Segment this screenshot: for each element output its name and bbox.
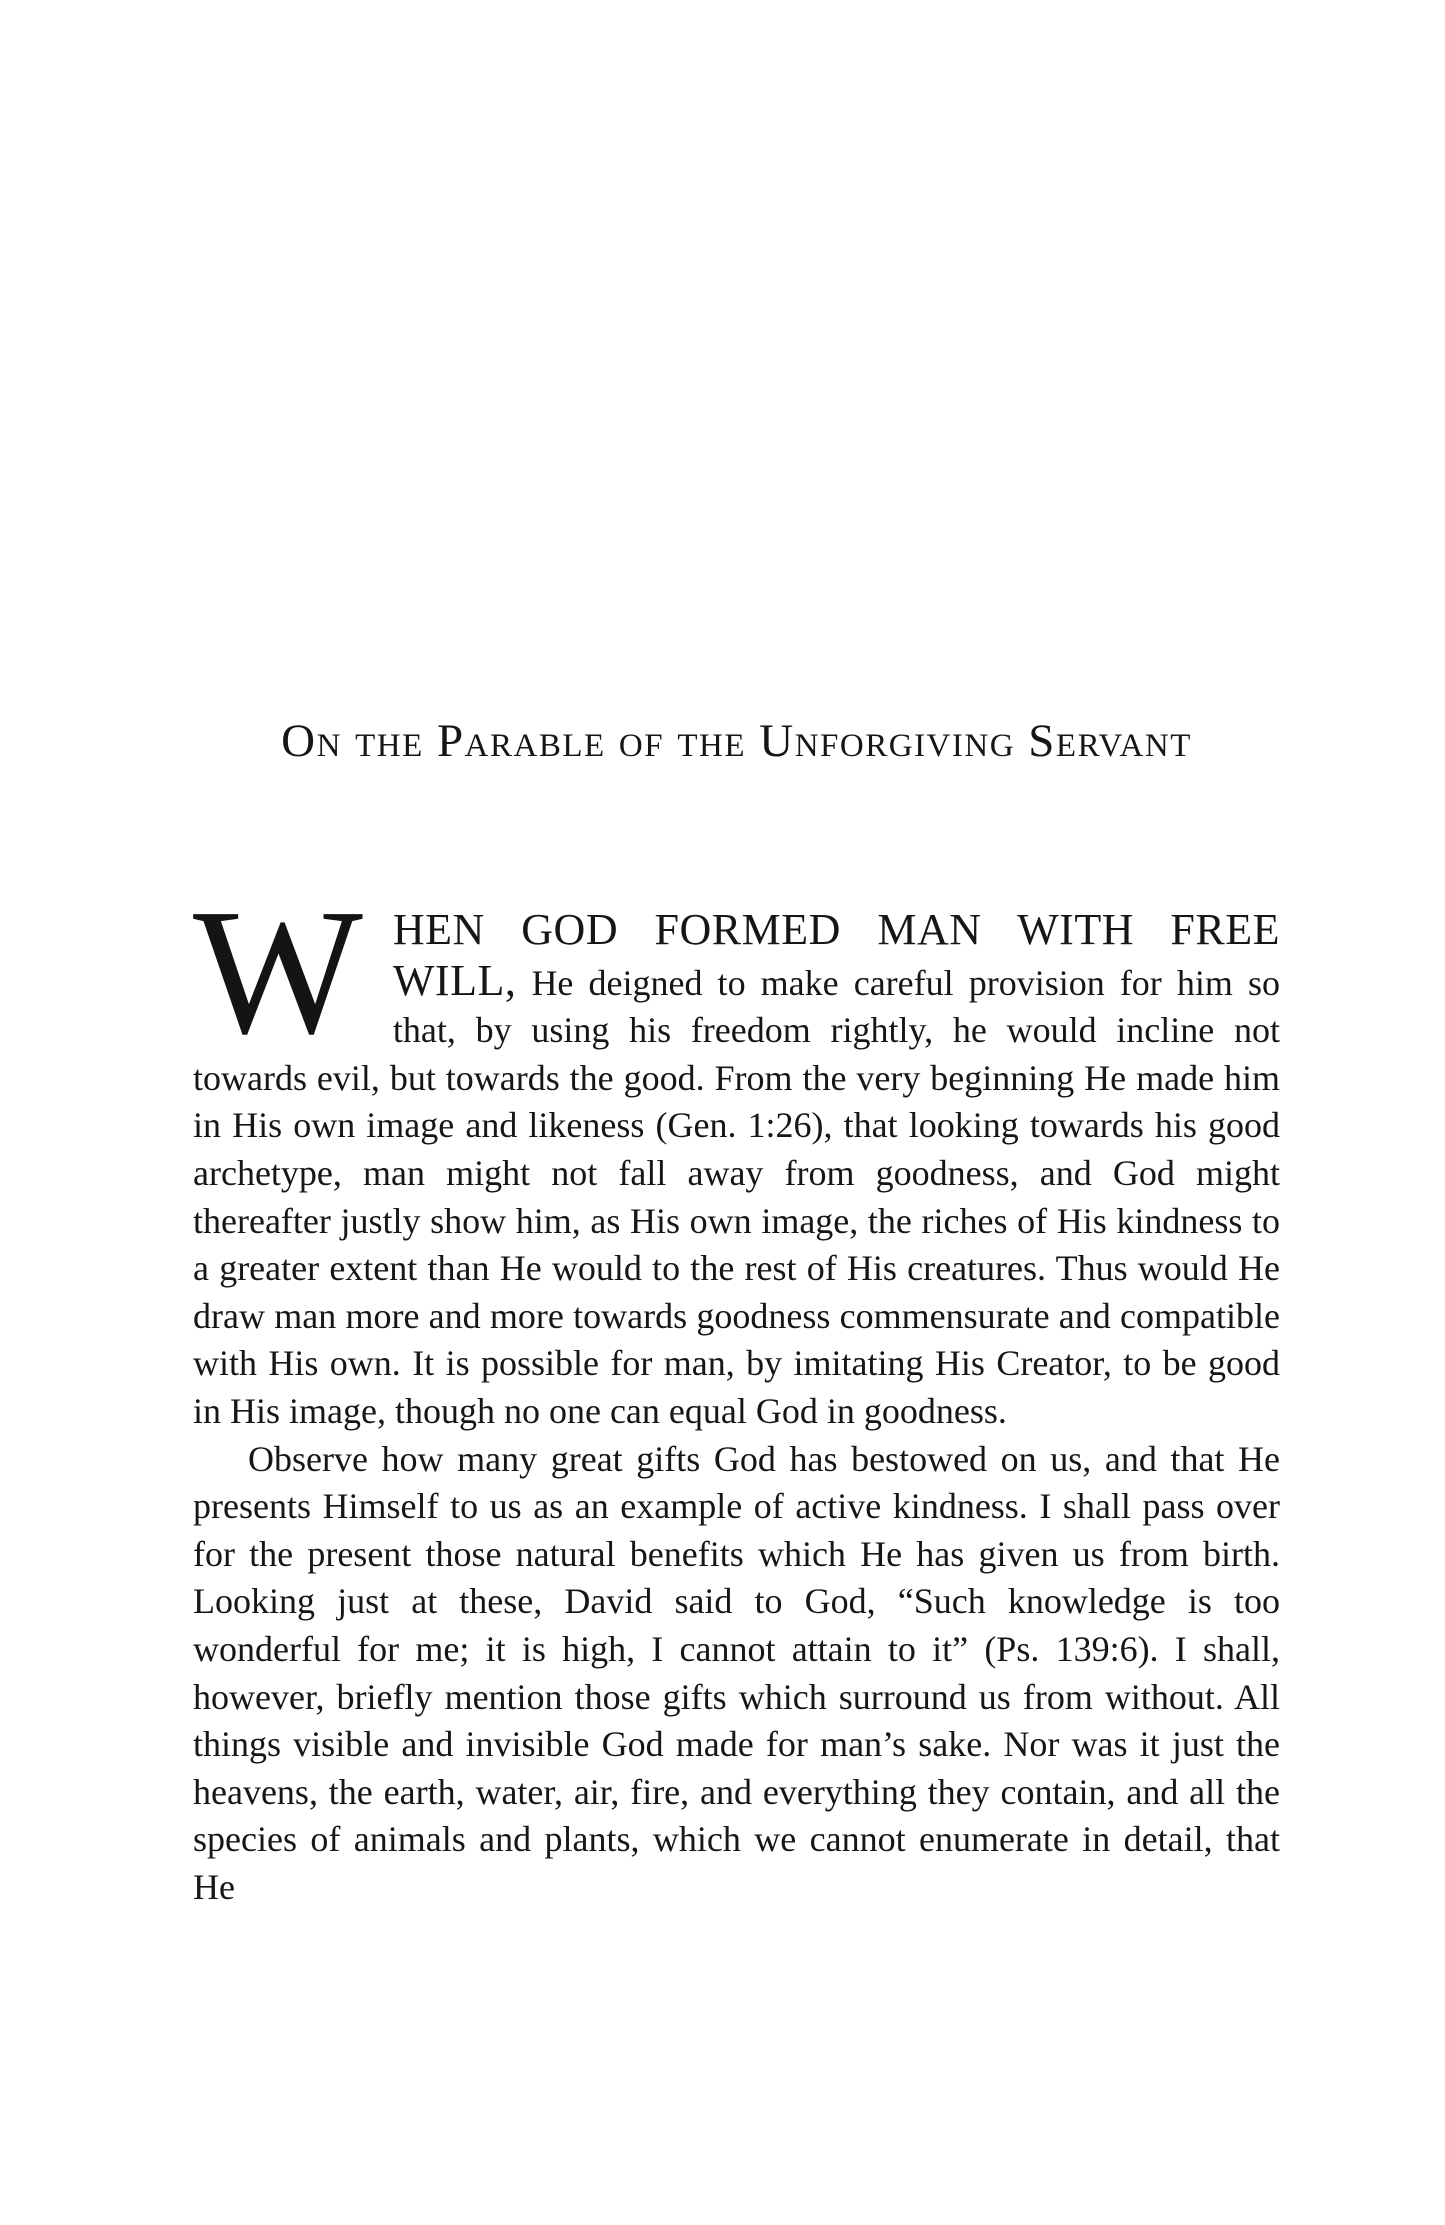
chapter-title: On the Parable of the Unforgiving Servant [281,715,1192,767]
paragraph-first-rest: He deigned to make careful provision for him so that, by using his freedom rightly, he would incline not towards evil, but towards the good. From the very beginning He made him in His own image and likeness (Gen. 1:26), that looking towards his good archetype, man might not fall away from goodness, and God might thereafter justly show him, as His own image, the riches of His kindness to a greater extent than He would to the rest of His creatures. Thus would He draw man more and more towards goodness commensurate and compatible with His own. It is possible for man, by imitating His Creator, to be good in His image, though no one can equal God in goodness. [193,962,1280,1431]
paragraph-first [193,872,1280,1436]
body-text [193,872,1280,1911]
drop-cap: W [193,872,363,1071]
paragraph-second: Observe how many great gifts God has bestowed on us, and that He presents Himself to us as an example of active kindness. I shall pass over for the present those natural benefits which He has given us from birth. Looking just at these, David said to God, “Such knowledge is too wonderful for me; it is high, I cannot attain to it” (Ps. 139:6). I shall, however, briefly mention those gifts which surround us from without. All things visible and invisible God made for man’s sake. Nor was it just the heavens, the earth, water, air, fire, and everything they contain, and all the species of animals and plants, which we cannot enumerate in detail, that He [193,1438,1280,1907]
opening-caps: HEN GOD FORMED MAN WITH FREE WILL, [392,905,1280,1005]
